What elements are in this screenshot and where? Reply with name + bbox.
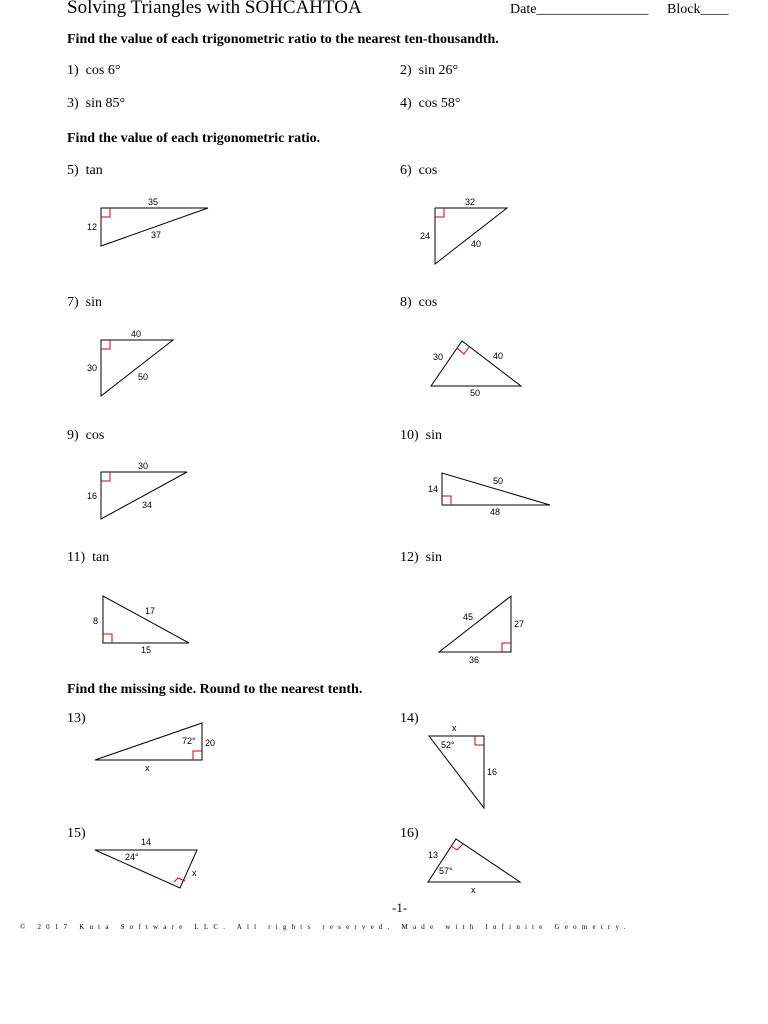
section-heading-3: Find the missing side. Round to the nearest tenth. [67, 682, 363, 697]
problem-12: 12) sin [400, 550, 443, 565]
problem-2: 2) sin 26° [400, 63, 459, 78]
right-angle-mark-8 [457, 347, 469, 354]
label-10-hyp: 50 [493, 476, 504, 486]
problem-3: 3) sin 85° [67, 96, 126, 111]
label-5-hyp: 37 [151, 230, 162, 240]
triangle-9 [101, 472, 187, 519]
label-13-angle: 72° [182, 736, 196, 746]
label-6-hyp: 40 [471, 239, 482, 249]
triangle-7 [101, 340, 173, 396]
label-7-top: 40 [131, 329, 142, 339]
label-14-top: x [452, 723, 457, 733]
label-14-angle: 52° [441, 740, 455, 750]
right-angle-mark-5 [101, 208, 110, 217]
page-title: Solving Triangles with SOHCAHTOA [67, 0, 362, 18]
label-8-left: 30 [433, 352, 444, 362]
label-13-right: 20 [205, 738, 216, 748]
right-angle-mark-12 [502, 643, 511, 652]
right-angle-mark-14 [475, 736, 484, 745]
problem-14: 14) [400, 711, 419, 726]
right-angle-mark-13 [193, 751, 202, 760]
problem-5: 5) tan [67, 163, 103, 178]
triangle-8 [431, 341, 521, 386]
right-angle-mark-7 [101, 340, 110, 349]
label-16-bottom: x [471, 885, 476, 895]
label-16-left: 13 [428, 850, 439, 860]
label-12-hyp: 45 [463, 612, 474, 622]
problem-7: 7) sin [67, 295, 103, 310]
right-angle-mark-11 [103, 634, 112, 643]
label-15-right: x [192, 868, 197, 878]
right-angle-mark-9 [101, 472, 110, 481]
label-15-top: 14 [141, 837, 152, 847]
label-15-angle: 24° [125, 852, 139, 862]
triangle-6 [435, 208, 507, 264]
section-heading-2: Find the value of each trigonometric ratio. [67, 131, 321, 146]
label-12-bottom: 36 [469, 655, 480, 665]
right-angle-mark-10 [442, 496, 451, 505]
label-6-top: 32 [465, 197, 476, 207]
label-13-bottom: x [145, 763, 150, 773]
date-field-label: Date________________ [510, 2, 649, 17]
triangle-11 [103, 596, 189, 643]
label-7-left: 30 [87, 363, 98, 373]
label-10-left: 14 [428, 484, 439, 494]
label-5-left: 12 [87, 222, 98, 232]
problem-11: 11) tan [67, 550, 110, 565]
triangle-14 [429, 736, 484, 808]
triangle-12 [439, 596, 511, 652]
problem-13: 13) [67, 711, 86, 726]
label-9-left: 16 [87, 491, 98, 501]
copyright-footer: © 2017 Kuta Software LLC. All rights reserved. Made with Infinite Geometry. [20, 923, 631, 931]
right-angle-mark-6 [435, 208, 444, 217]
label-11-bottom: 15 [141, 645, 152, 655]
label-8-right: 40 [493, 351, 504, 361]
label-9-top: 30 [138, 461, 149, 471]
label-12-right: 27 [514, 619, 525, 629]
label-10-bottom: 48 [490, 507, 501, 517]
label-14-right: 16 [487, 767, 498, 777]
problem-9: 9) cos [67, 428, 105, 443]
problem-4: 4) cos 58° [400, 96, 461, 111]
label-7-hyp: 50 [138, 372, 149, 382]
label-8-bottom: 50 [470, 388, 481, 398]
label-9-hyp: 34 [142, 500, 153, 510]
problem-10: 10) sin [400, 428, 443, 443]
triangle-15 [95, 850, 197, 888]
problem-16: 16) [400, 826, 419, 841]
section-heading-1: Find the value of each trigonometric ratio to the nearest ten-thousandth. [67, 32, 499, 47]
triangle-5 [101, 208, 208, 246]
problem-6: 6) cos [400, 163, 438, 178]
right-angle-mark-16 [451, 844, 463, 850]
problem-1: 1) cos 6° [67, 63, 121, 78]
block-field-label: Block____ [667, 2, 729, 17]
problem-15: 15) [67, 826, 86, 841]
page-number: -1- [392, 900, 408, 915]
label-6-left: 24 [420, 231, 431, 241]
problem-8: 8) cos [400, 295, 438, 310]
label-11-hyp: 17 [145, 606, 156, 616]
label-11-left: 8 [93, 616, 99, 626]
label-16-angle: 57° [439, 866, 453, 876]
label-5-top: 35 [148, 197, 159, 207]
